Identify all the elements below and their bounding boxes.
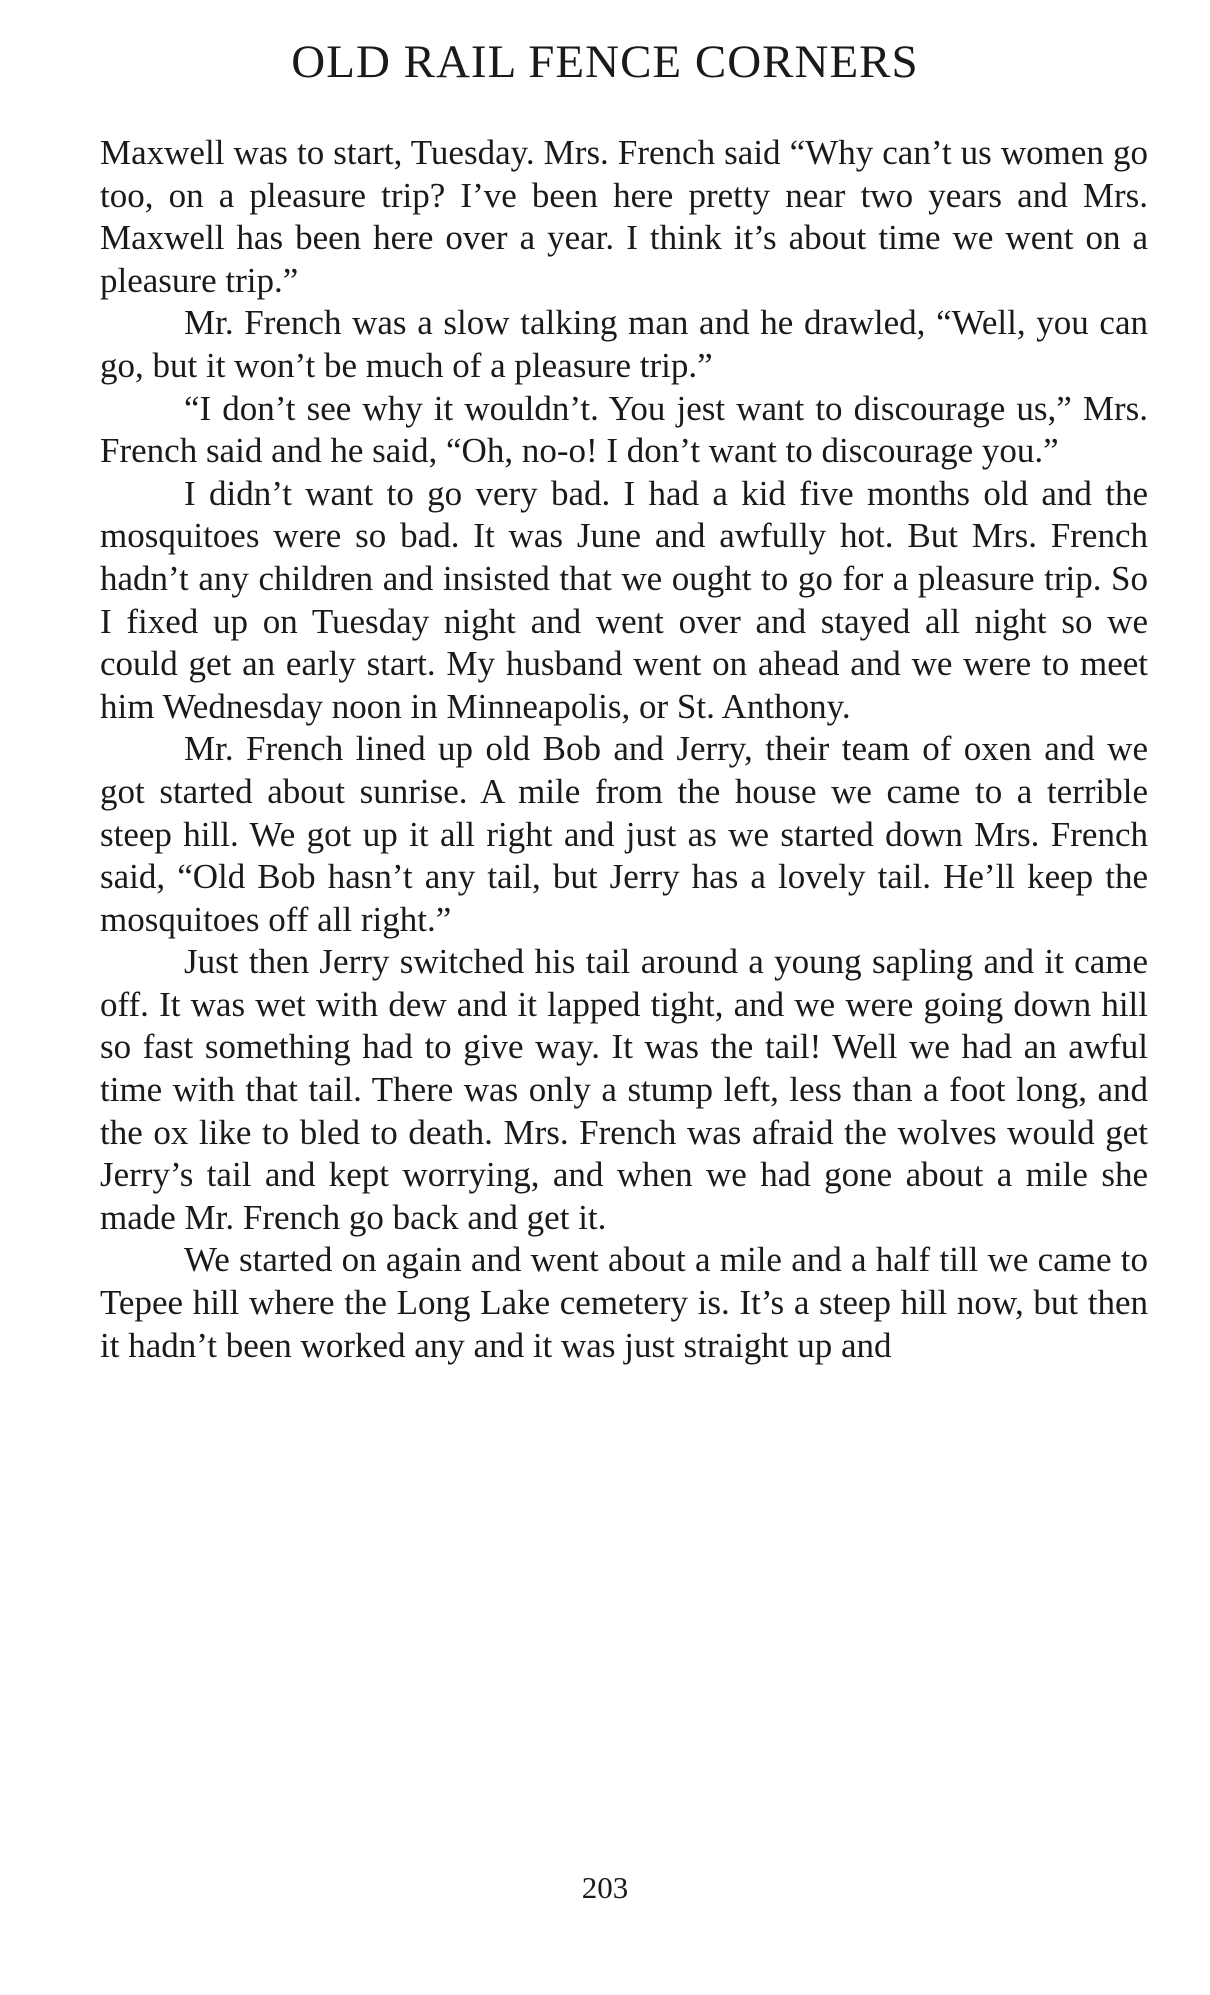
page-number: 203 (581, 1870, 629, 1905)
paragraph-7: We started on again and went about a mile and a half till we came to Tepee hill where the Long Lake cemetery is. It’s a steep hill now, but then it hadn’t been worked any and it was just straight up and (100, 1240, 1148, 1365)
paragraph-3: “I don’t see why it wouldn’t. You jest want to discourage us,” Mrs. French said and he said, “Oh, no-o! I don’t want to discourage you.” (100, 388, 1148, 471)
paragraph-2: Mr. French was a slow talking man and he drawled, “Well, you can go, but it won’t be much of a pleasure trip.” (100, 303, 1148, 385)
running-head: OLD RAIL FENCE CORNERS (291, 36, 919, 88)
paragraph-1: Maxwell was to start, Tuesday. Mrs. French said “Why can’t us women go too, on a pleasure trip? I’ve been here pretty near two years and Mrs. Maxwell has been here over a year. I think it’s about time we went on a pleasure trip.” (100, 133, 1148, 300)
paragraph-4: I didn’t want to go very bad. I had a kid five months old and the mosquitoes were so bad. It was June and awfully hot. But Mrs. French hadn’t any children and insisted that we ought to go for a pleasure trip. So I fixed up on Tuesday night and went over and stayed all night so we could get an early start. My husband went on ahead and we were to meet him Wednesday noon in Minneapolis, or St. Anthony. (100, 473, 1148, 726)
paragraph-6: Just then Jerry switched his tail around a young sapling and it came off. It was wet with dew and it lapped tight, and we were going down hill so fast something had to give way. It was the tail! Well we had an awful time with that tail. There was only a stump left, less than a foot long, and the ox like to bled to death. Mrs. French was afraid the wolves would get Jerry’s tail and kept worrying, and when we had gone about a mile she made Mr. French go back and get it. (100, 942, 1148, 1237)
paragraph-5: Mr. French lined up old Bob and Jerry, their team of oxen and we got started about sunrise. A mile from the house we came to a terrible steep hill. We got up it all right and just as we started down Mrs. French said, “Old Bob hasn’t any tail, but Jerry has a lovely tail. He’ll keep the mosquitoes off all right.” (100, 729, 1148, 939)
body-text (100, 132, 1148, 1367)
